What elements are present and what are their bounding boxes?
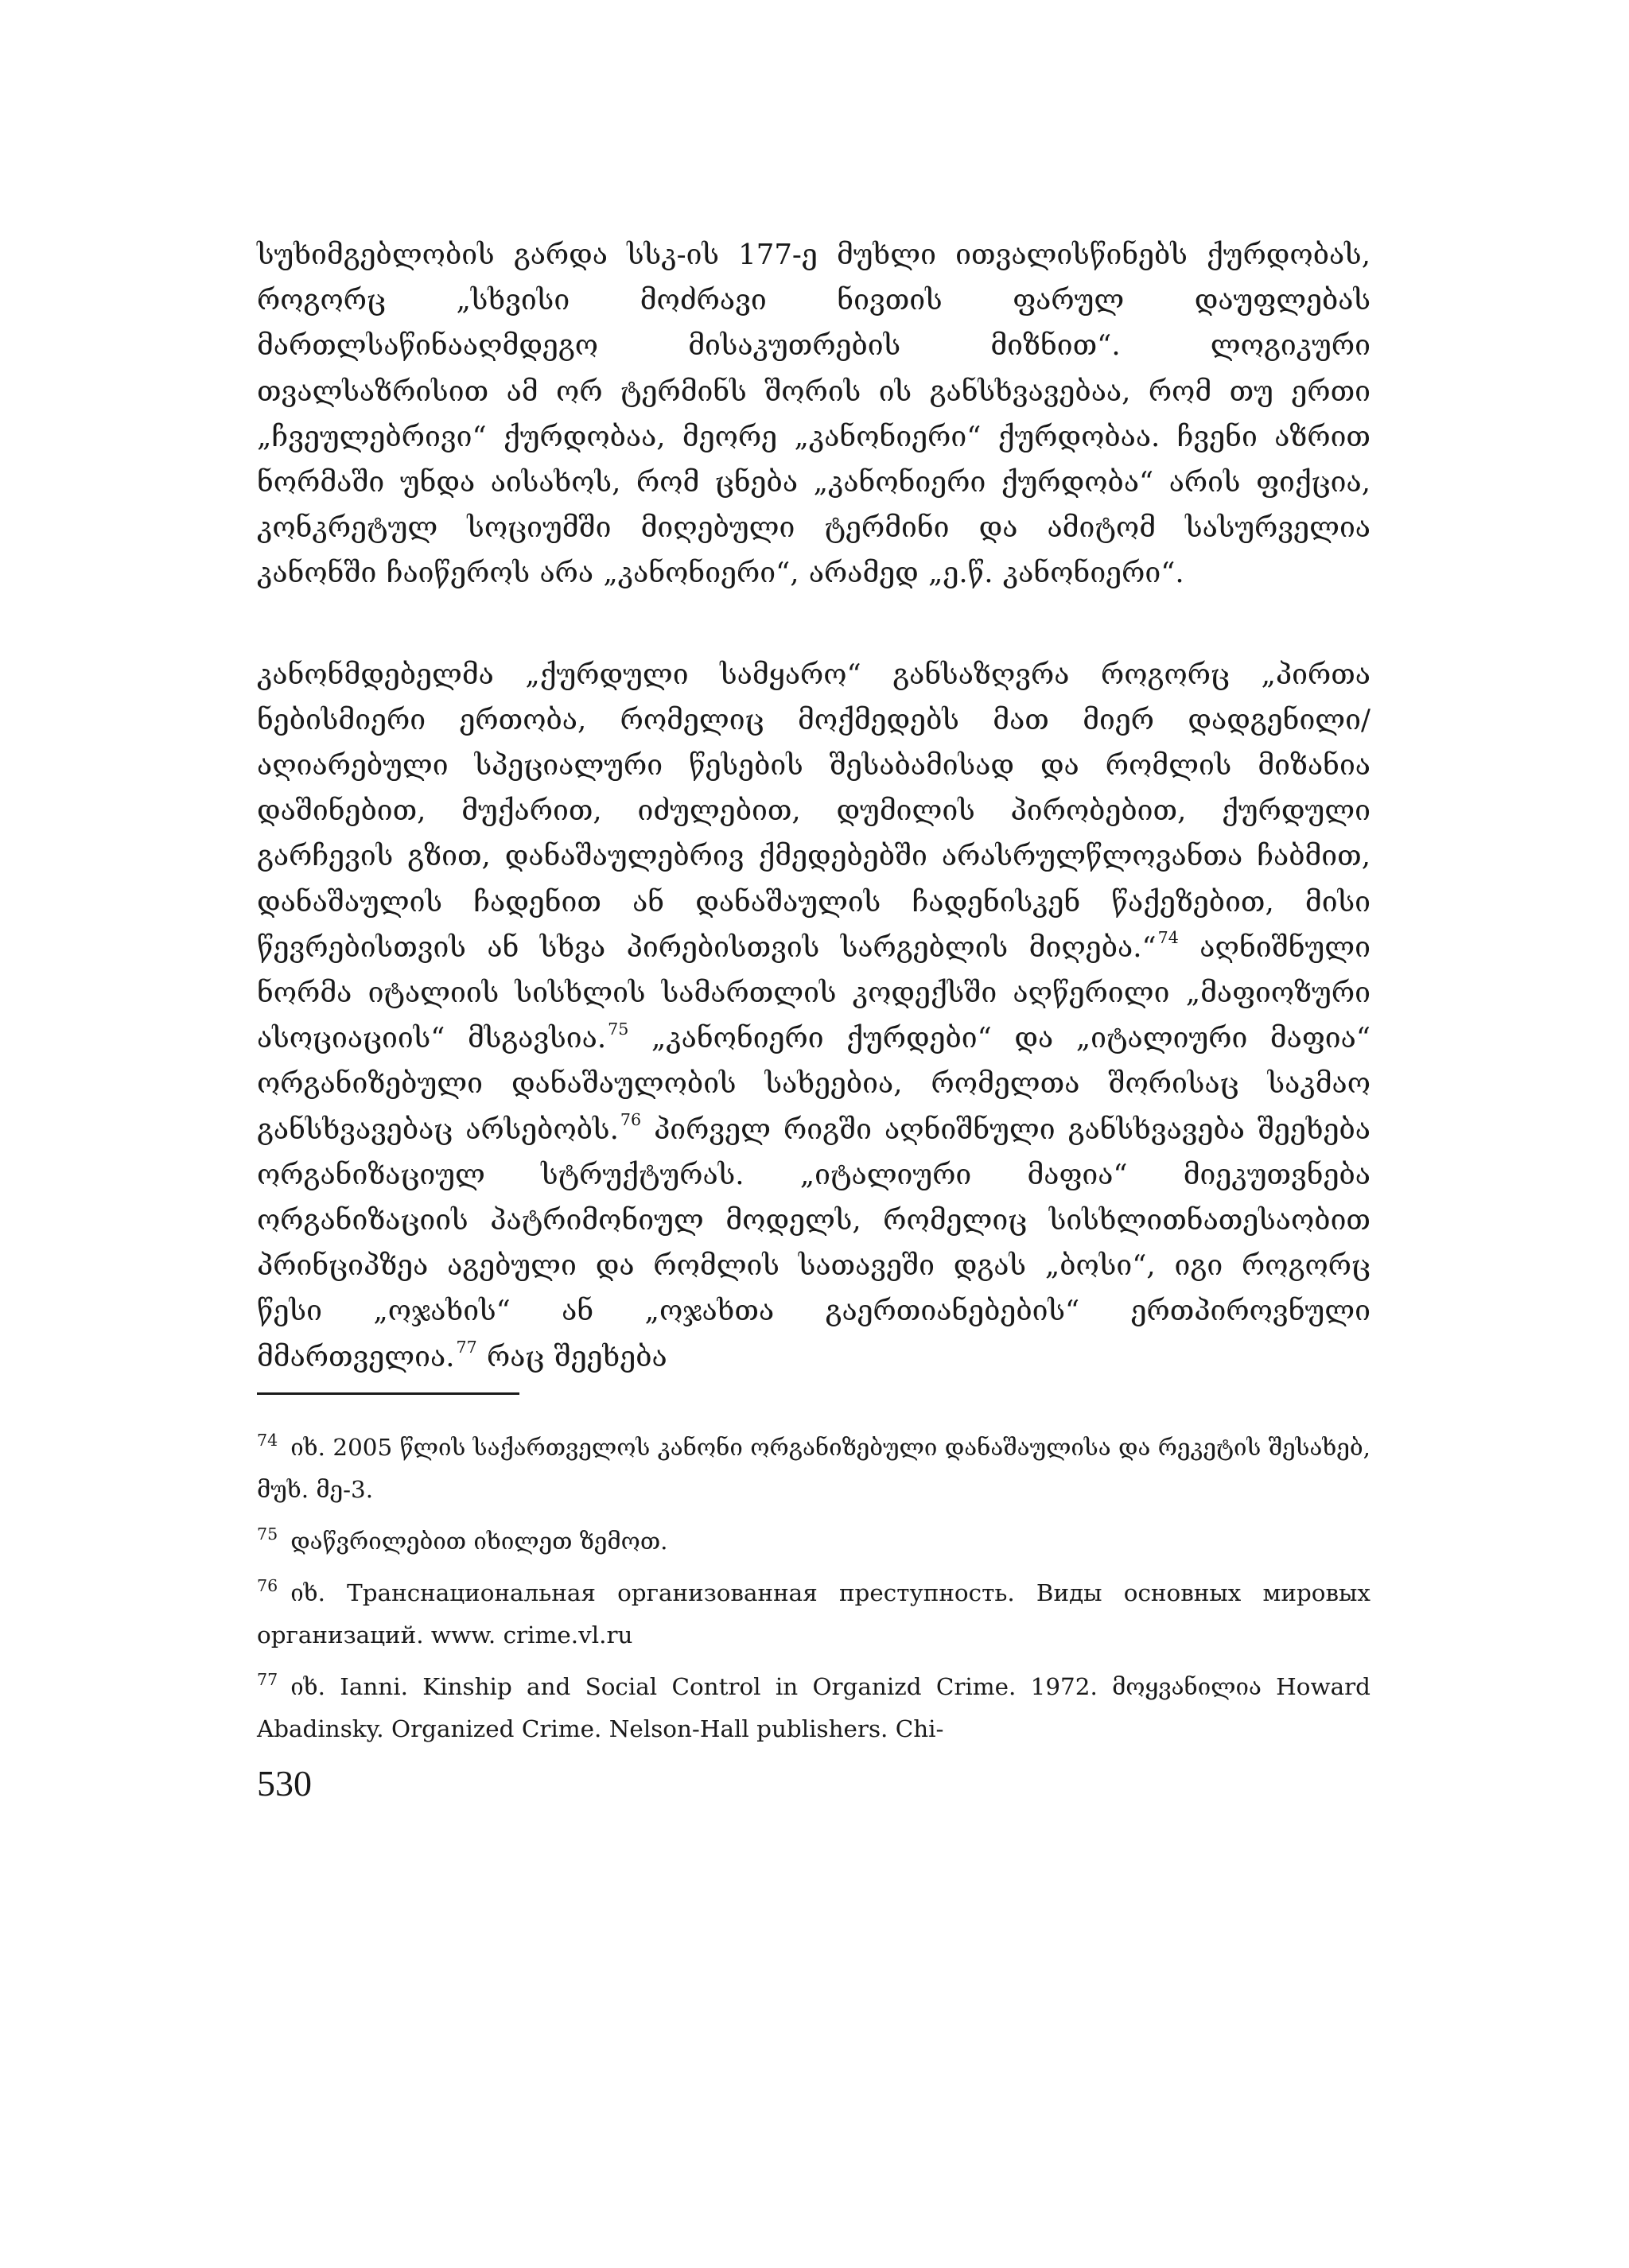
page-number: 530 xyxy=(257,1762,312,1804)
page-body xyxy=(257,232,1370,1808)
footnote-76 xyxy=(257,1572,1370,1656)
paragraph-2-text-1: კანონმდებელმა „ქურდული სამყარო“ განსაზღვრა როგორც „პირთა ნებისმიერი ერთობა, რომელიც მოქმედებს მათ მიერ დადგენილი/აღიარებული სპეციალური წესების შესაბამისად და რომლის მიზანია დაშინებით, მუქარით, იძულებით, დუმილის პირობებით, ქურდული გარჩევის გზით, დანაშაულებრივ ქმედებებში არასრულწლოვანთა ჩაბმით, დანაშაულის ჩადენით ან დანაშაულის ჩადენისკენ წაქეზებით, მისი წევრებისთვის ან სხვა პირებისთვის სარგებლის მიღება.“ xyxy=(257,658,1370,964)
paragraph-2-text-4: პირველ რიგში აღნიშნული განსხვავება შეეხება ორგანიზაციულ სტრუქტურას. „იტალიური მაფია“ მიეკუთვნება ორგანიზაციის პატრიმონიულ მოდელს, რომელიც სისხლითნათესაობით პრინციპზეა აგებული და რომლის სათავეში დგას „ბოსი“, იგი როგორც წესი „ოჯახის“ ან „ოჯახთა გაერთიანებების“ ერთპიროვნული მმართველია. xyxy=(257,1113,1370,1373)
footnote-text: დაწვრილებით იხილეთ ზემოთ. xyxy=(290,1527,668,1555)
footnote-75 xyxy=(257,1520,1370,1563)
footnote-number: 77 xyxy=(257,1669,278,1689)
footnote-number: 74 xyxy=(257,1430,278,1450)
footnote-text: იხ. 2005 წლის საქართველოს კანონი ორგანიზებული დანაშაულისა და რეკეტის შესახებ, მუხ. მე-3. xyxy=(257,1433,1370,1503)
paragraph-2-text-3: „კანონიერი ქურდები“ და „იტალიური მაფია“ ორგანიზებული დანაშაულობის სახეებია, რომელთა შორისაც საკმაო განსხვავებაც არსებობს. xyxy=(257,1022,1371,1146)
footnote-number: 75 xyxy=(257,1524,278,1544)
footnote-ref-76[interactable]: 76 xyxy=(620,1110,642,1130)
footnote-ref-75[interactable]: 75 xyxy=(608,1019,629,1039)
body-paragraph-1: სუხიმგებლობის გარდა სსკ-ის 177-ე მუხლი ითვალისწინებს ქურდობას, როგორც „სხვისი მოძრავი ნივთის ფარულ დაუფლებას მართლსაწინააღმდეგო მისაკუთრების მიზნით“. ლოგიკური თვალსაზრისით ამ ორ ტერმინს შორის ის განსხვავებაა, რომ თუ ერთი „ჩვეულებრივი“ ქურდობაა, მეორე „კანონიერი“ ქურდობაა. ჩვენი აზრით ნორმაში უნდა აისახოს, რომ ცნება „კანონიერი ქურდობა“ არის ფიქცია, კონკრეტულ სოციუმში მიღებული ტერმინი და ამიტომ სასურველია კანონში ჩაიწეროს არა „კანონიერი“, არამედ „ე.წ. კანონიერი“. xyxy=(257,239,1370,590)
footnote-number: 76 xyxy=(257,1575,278,1595)
paragraph-2-text-5: რაც შეეხება xyxy=(476,1340,667,1373)
footnote-ref-74[interactable]: 74 xyxy=(1157,928,1179,948)
paragraph-2-text-2: აღნიშნული ნორმა იტალიის სისხლის სამართლის კოდექსში აღწერილი „მაფიოზური ასოციაციის“ მსგავსია. xyxy=(257,930,1370,1055)
footnote-74 xyxy=(257,1427,1370,1511)
footnotes xyxy=(257,1427,1370,1750)
footnote-text: იხ. Ianni. Kinship and Social Control in Organizd Crime. 1972. მოყვანილია Howard Abadinsky. Organized Crime. Nelson-Hall publishers. Chi- xyxy=(257,1672,1370,1742)
footnote-77 xyxy=(257,1666,1370,1750)
footnote-text: იხ. Транснациональная организованная преступность. Виды основных мировых организаций. www. crime.vl.ru xyxy=(257,1579,1370,1649)
body-paragraph-2 xyxy=(257,652,1370,1380)
footnote-divider xyxy=(257,1392,519,1395)
footnote-ref-77[interactable]: 77 xyxy=(456,1338,477,1357)
